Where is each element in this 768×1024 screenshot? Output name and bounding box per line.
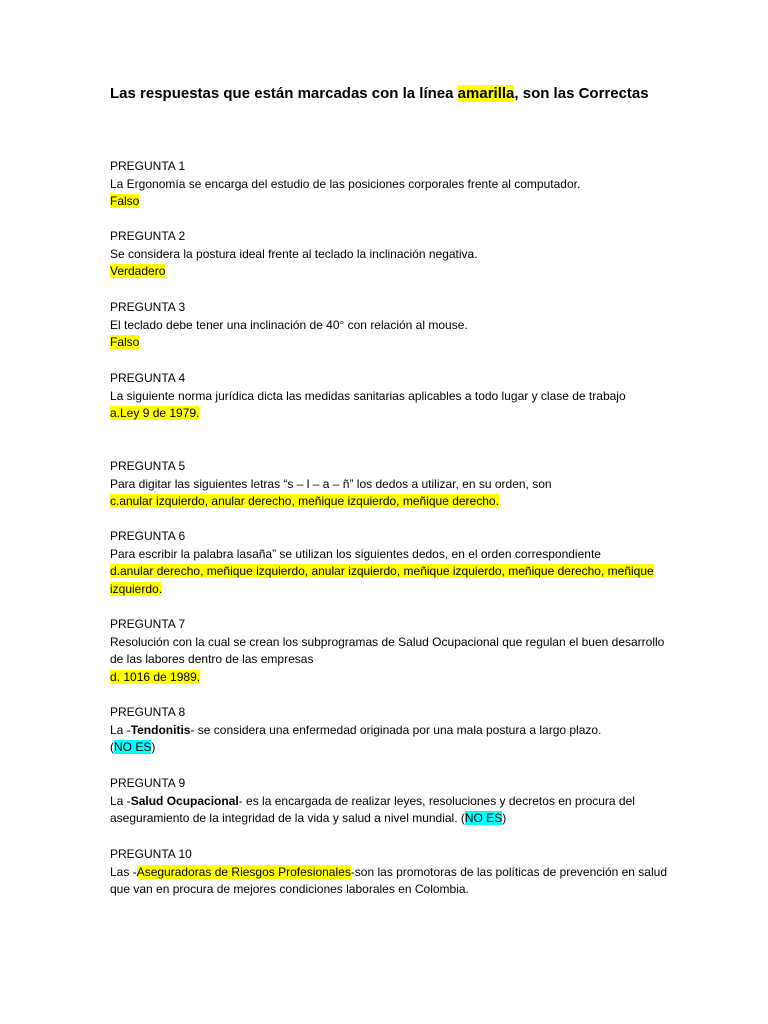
answer-highlight: d.anular derecho, meñique izquierdo, anular izquierdo, meñique izquierdo, meñique derecho, meñique izquierdo. — [110, 564, 654, 596]
question-label: PREGUNTA 3 — [110, 300, 186, 314]
question-label: PREGUNTA 6 — [110, 529, 186, 543]
question-text: Resolución con la cual se crean los subprogramas de Salud Ocupacional que regulan el buen desarrollo de las labores dentro de las empresas — [110, 634, 665, 666]
question-label: PREGUNTA 5 — [110, 459, 186, 473]
title-suffix: , son las Correctas — [514, 85, 649, 102]
question-label: PREGUNTA 10 — [110, 847, 192, 861]
question-2 — [110, 228, 670, 281]
question-text: Para escribir la palabra lasaña” se utilizan los siguientes dedos, en el orden correspondiente — [110, 546, 601, 561]
answer-paren-close: ) — [151, 740, 156, 754]
question-label: PREGUNTA 9 — [110, 776, 186, 790]
answer-paren-open: ( — [110, 740, 114, 754]
question-text — [110, 722, 670, 740]
answer-highlight: d. 1016 de 1989. — [110, 669, 201, 684]
question-10 — [110, 846, 670, 899]
question-text: La Ergonomía se encarga del estudio de las posiciones corporales frente al computador. — [110, 176, 581, 191]
answer-highlight: a.Ley 9 de 1979. — [110, 406, 200, 420]
question-9 — [110, 775, 670, 828]
question-7 — [110, 616, 670, 686]
question-1 — [110, 158, 670, 211]
page-title — [110, 84, 670, 103]
question-3 — [110, 299, 670, 352]
answer-highlight: Falso — [110, 194, 140, 208]
question-label: PREGUNTA 8 — [110, 705, 186, 719]
answer-highlight: Aseguradoras de Riesgos Profesionales — [136, 864, 351, 879]
question-text: El teclado debe tener una inclinación de 40° con relación al mouse. — [110, 317, 468, 332]
question-term: Tendonitis — [130, 722, 191, 737]
title-prefix: Las respuestas que están marcadas con la línea — [110, 85, 458, 102]
question-text-post: - se considera una enfermedad originada por una mala postura a largo plazo. — [190, 722, 602, 737]
answer-highlight: NO ES — [114, 740, 152, 754]
answer-highlight: c.anular izquierdo, anular derecho, meñique izquierdo, meñique derecho. — [110, 494, 499, 508]
question-6 — [110, 528, 670, 598]
question-label: PREGUNTA 4 — [110, 371, 186, 385]
question-term: Salud Ocupacional — [130, 793, 239, 808]
question-text: Para digitar las siguientes letras “s – l – a – ñ” los dedos a utilizar, en su orden, son — [110, 476, 552, 491]
answer-highlight: Falso — [110, 335, 140, 349]
answer-paren-close: ) — [502, 811, 507, 825]
question-8 — [110, 704, 670, 757]
title-highlight: amarilla — [457, 85, 515, 102]
question-text — [110, 864, 670, 899]
question-text: La siguiente norma jurídica dicta las medidas sanitarias aplicables a todo lugar y clase de trabajo — [110, 388, 626, 403]
question-text-pre: La - — [110, 722, 131, 737]
answer-highlight: NO ES — [464, 811, 503, 825]
question-4 — [110, 370, 670, 423]
question-text-post: - es la encargada de realizar leyes, resoluciones y decretos en procura del aseguramiento de la integridad de la vida y salud a nivel mundial. ( — [110, 793, 635, 825]
question-label: PREGUNTA 7 — [110, 617, 186, 631]
question-text-post: -son las promotoras de las políticas de prevención en salud que van en procura de mejores condiciones laborales en Colombia. — [110, 864, 667, 896]
question-5 — [110, 458, 670, 511]
question-label: PREGUNTA 1 — [110, 159, 186, 173]
question-label: PREGUNTA 2 — [110, 229, 186, 243]
answer-highlight: Verdadero — [110, 264, 166, 278]
question-text — [110, 793, 670, 828]
question-text: Se considera la postura ideal frente al teclado la inclinación negativa. — [110, 246, 478, 261]
question-text-pre: La - — [110, 793, 131, 808]
question-text-pre: Las - — [110, 864, 137, 879]
